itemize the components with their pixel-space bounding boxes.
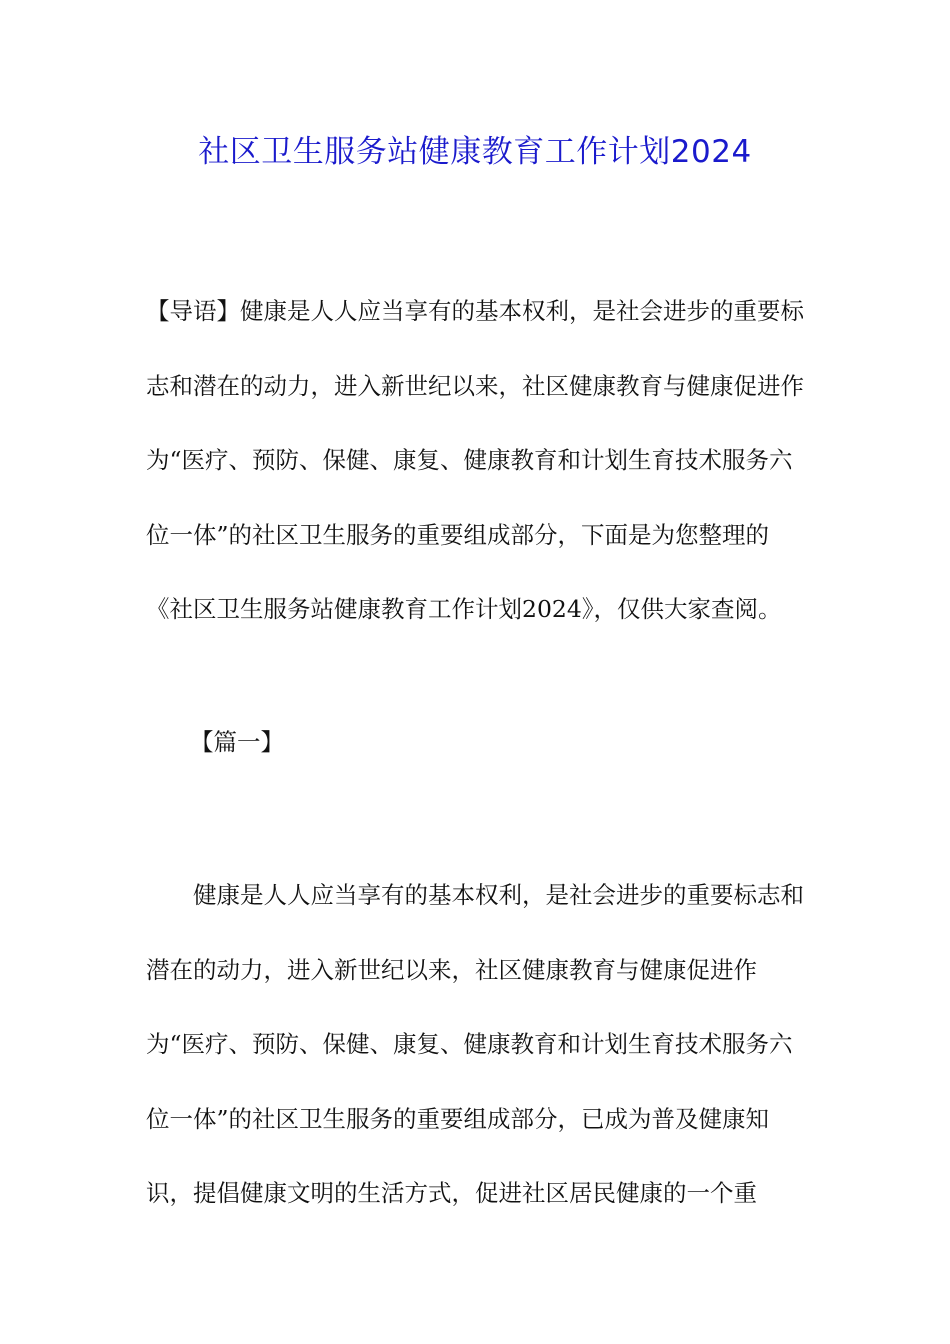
intro-paragraph: 【导语】健康是人人应当享有的基本权利，是社会进步的重要标志和潜在的动力，进入新世纪以来，社区健康教育与健康促进作为“医疗、预防、保健、康复、健康教育和计划生育技术服务六位一体”的社区卫生服务的重要组成部分，下面是为您整理的《社区卫生服务站健康教育工作计划2024》，仅供大家查阅。 <box>146 297 804 623</box>
section-label: 【篇一】 <box>190 728 284 756</box>
document-title: 社区卫生服务站健康教育工作计划2024 <box>198 134 752 170</box>
body-paragraph: 健康是人人应当享有的基本权利，是社会进步的重要标志和潜在的动力，进入新世纪以来，社区健康教育与健康促进作为“医疗、预防、保健、康复、健康教育和计划生育技术服务六位一体”的社区卫生服务的重要组成部分，已成为普及健康知识，提倡健康文明的生活方式，促进社区居民健康的一个重 <box>146 881 804 1207</box>
